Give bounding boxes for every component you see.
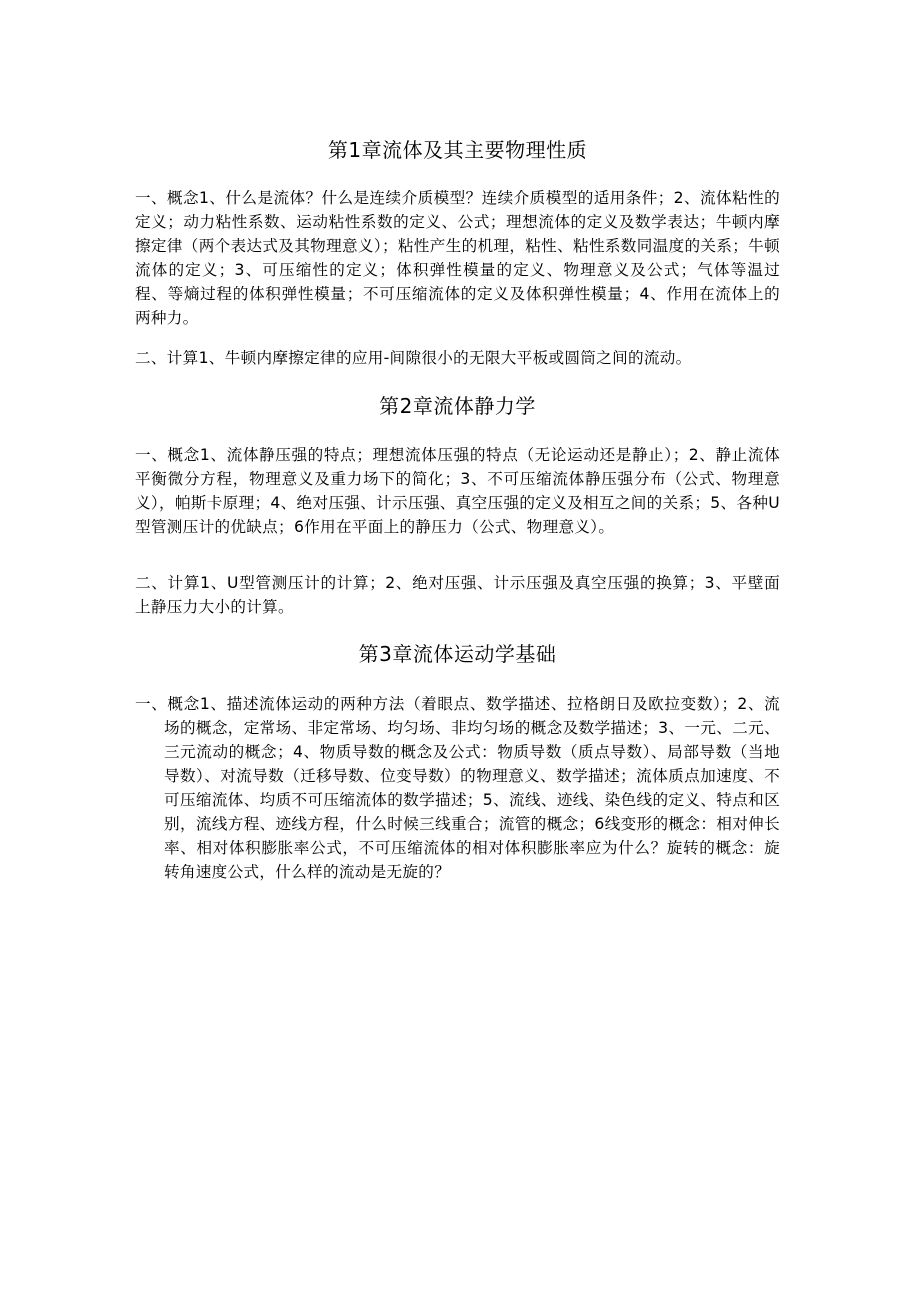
chapter-2-title-block <box>135 392 780 420</box>
chapter-1-calc-block <box>135 346 780 370</box>
chapter-2-calc-block <box>135 571 780 619</box>
chapter-2-concept-paragraph: 一、概念1、流体静压强的特点；理想流体压强的特点（无论运动还是静止）；2、静止流体平衡微分方程，物理意义及重力场下的简化；3、不可压缩流体静压强分布（公式、物理意义），帕斯卡原理；4、绝对压强、计示压强、真空压强的定义及相互之间的关系；5、各种U型管测压计的优缺点；6作用在平面上的静压力（公式、物理意义）。 <box>135 446 780 536</box>
chapter-3-title-block <box>135 640 780 668</box>
chapter-1-title: 第1章流体及其主要物理性质 <box>327 138 588 162</box>
chapter-3-concept-paragraph: 一、概念1、描述流体运动的两种方法（着眼点、数学描述、拉格朗日及欧拉变数）；2、流场的概念，定常场、非定常场、均匀场、非均匀场的概念及数学描述；3、一元、二元、三元流动的概念；4、物质导数的概念及公式：物质导数（质点导数）、局部导数（当地导数）、对流导数（迁移导数、位变导数）的物理意义、数学描述；流体质点加速度、不可压缩流体、均质不可压缩流体的数学描述；5、流线、迹线、染色线的定义、特点和区别，流线方程、迹线方程，什么时候三线重合；流管的概念；6线变形的概念：相对伸长率、相对体积膨胀率公式，不可压缩流体的相对体积膨胀率应为什么？旋转的概念：旋转角速度公式，什么样的流动是无旋的？ <box>135 695 780 881</box>
chapter-1-concept-paragraph: 一、概念1、什么是流体？什么是连续介质模型？连续介质模型的适用条件；2、流体粘性的定义；动力粘性系数、运动粘性系数的定义、公式；理想流体的定义及数学表达；牛顿内摩擦定律（两个表达式及其物理意义）；粘性产生的机理，粘性、粘性系数同温度的关系；牛顿流体的定义；3、可压缩性的定义；体积弹性模量的定义、物理意义及公式；气体等温过程、等熵过程的体积弹性模量；不可压缩流体的定义及体积弹性模量；4、作用在流体上的两种力。 <box>135 189 780 327</box>
chapter-3-title: 第3章流体运动学基础 <box>358 642 557 666</box>
chapter-3-concept-block <box>135 692 780 884</box>
chapter-2-calc-paragraph: 二、计算1、U型管测压计的计算；2、绝对压强、计示压强及真空压强的换算；3、平壁面上静压力大小的计算。 <box>135 574 780 616</box>
chapter-1-concept-block <box>135 186 780 330</box>
chapter-1-calc-paragraph: 二、计算1、牛顿内摩擦定律的应用-间隙很小的无限大平板或圆筒之间的流动。 <box>135 349 692 367</box>
chapter-2-title: 第2章流体静力学 <box>379 394 536 418</box>
chapter-2-concept-block <box>135 443 780 539</box>
chapter-1-title-block <box>135 136 780 164</box>
